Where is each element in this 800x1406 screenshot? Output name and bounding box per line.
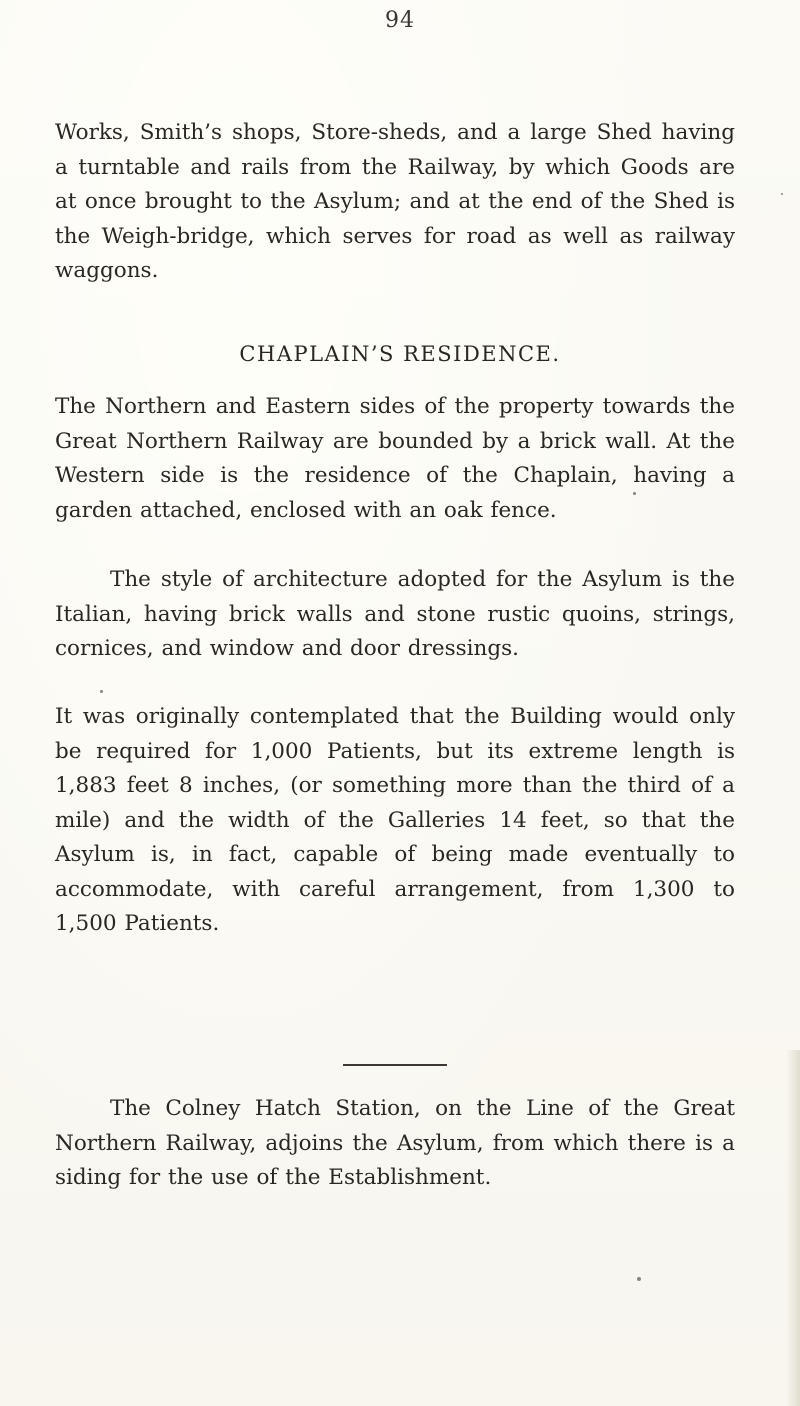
paper-speck [100,690,103,693]
paragraph-capacity: It was originally contemplated that the Building would only be required for 1,000 Patients, but its extreme length is 1,883 feet 8 inches, (or something more than the third of a mile) and the width of the Galleries 14 feet, so that the Asylum is, in fact, capable of being made eventually to accommodate, with careful arrangement, from 1,300 to 1,500 Patients. [55,704,735,936]
section-divider-rule [343,1064,447,1066]
intro-paragraph: Works, Smith’s shops, Store-sheds, and a large Shed having a turntable and rails from the Railway, by which Goods are at once brought to the Asylum; and at the end of the Shed is the Weigh-bridge, which serves for road as well as railway waggons. [55,120,735,283]
paper-speck [633,492,636,495]
paragraph-architecture: The style of architecture adopted for the Asylum is the Italian, having brick walls and stone rustic quoins, strings, cornices, and window and door dressings. [55,567,735,661]
paper-speck [637,1277,641,1281]
page-number: 94 [385,8,415,33]
paper-speck [781,193,783,195]
section-heading: CHAPLAIN’S RESIDENCE. [239,342,561,366]
paragraph-boundaries: The Northern and Eastern sides of the property towards the Great Northern Railway are bounded by a brick wall. At the Western side is the residence of the Chaplain, having a garden attached, enclosed with an oak fence. [55,394,735,523]
page-edge-shading [786,1050,800,1406]
footer-note-paragraph: The Colney Hatch Station, on the Line of the Great Northern Railway, adjoins the Asylum, from which there is a siding for the use of the Establishment. [55,1096,735,1190]
